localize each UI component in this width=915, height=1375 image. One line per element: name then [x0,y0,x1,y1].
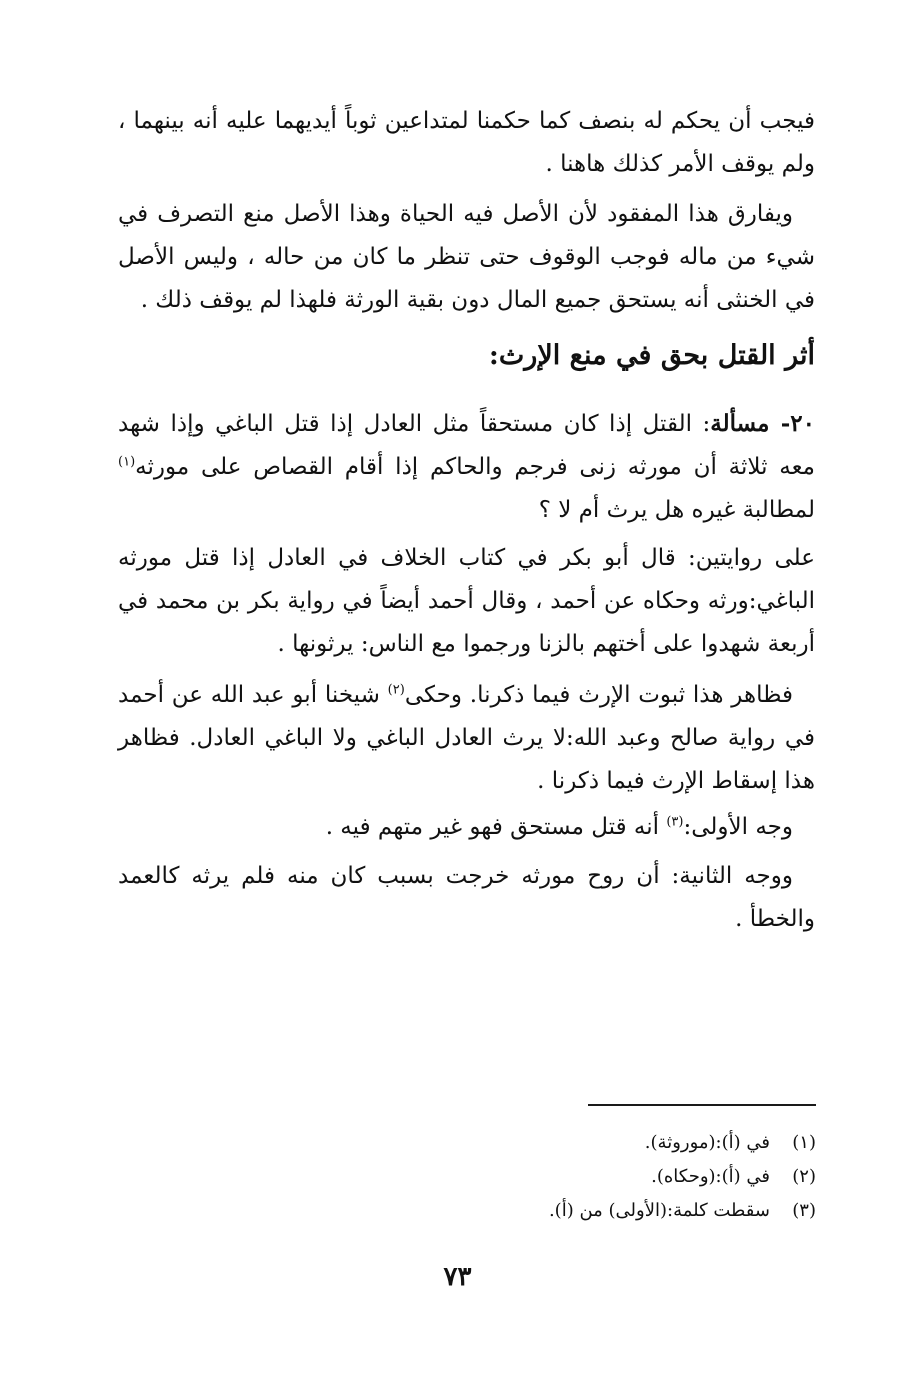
paragraph-4-text: على روايتين: قال أبو بكر في كتاب الخلاف في العادل إذا قتل مورثه الباغي:ورثه وحكاه عن أحمد ، وقال أحمد أيضاً في رواية بكر بن محمد في أربعة شهدوا على أختهم بالزنا ورجموا مع الناس: يرثونها . [118,545,815,657]
paragraph-5-part-a: فظاهر هذا ثبوت الإرث فيما ذكرنا. وحكى [404,682,793,708]
footnote-number: (٢) [792,1166,816,1187]
paragraph-6-part-a: وجه الأولى: [683,814,793,840]
section-heading: أثر القتل بحق في منع الإرث: [488,340,815,371]
paragraph-5-text [118,674,815,803]
paragraph-3 [118,402,815,532]
footnote-number: (١) [792,1132,816,1153]
footnote-1 [400,1126,816,1160]
footnote-ref-1: (١) [118,454,136,470]
paragraph-4 [118,537,815,666]
page-number: ٧٣ [443,1262,472,1292]
paragraph-7-text: ووجه الثانية: أن روح مورثه خرجت بسبب كان منه فلم يرثه كالعمد والخطأ . [118,863,815,932]
paragraph-6 [118,806,815,849]
footnote-separator [588,1104,816,1106]
paragraph-2 [118,193,815,322]
issue-text: : القتل إذا كان مستحقاً مثل العادل إذا قتل الباغي وإذا شهد معه ثلاثة أن مورثه زنى فرجم والحاكم إذا أقام القصاص على مورثه [118,411,815,480]
paragraph-1 [118,100,815,186]
paragraph-3-text [118,402,815,532]
paragraph-6-part-b: أنه قتل مستحق فهو غير متهم فيه . [325,814,667,840]
footnote-text: سقطت كلمة:(الأولى) من (أ). [548,1200,770,1221]
paragraph-5-part-b: شيخنا أبو عبد الله عن أحمد في رواية صالح وعبد الله:لا يرث العادل الباغي ولا الباغي العادل. فظاهر هذا إسقاط الإرث فيما ذكرنا . [118,682,815,794]
paragraph-2-text: ويفارق هذا المفقود لأن الأصل فيه الحياة وهذا الأصل منع التصرف في شيء من ماله فوجب الوقوف حتى تنظر ما كان من حاله ، وليس الأصل في الخنثى أنه يستحق جميع المال دون بقية الورثة فلهذا لم يوقف ذلك . [118,201,815,313]
footnote-number: (٣) [792,1200,816,1221]
paragraph-1-text: فيجب أن يحكم له بنصف كما حكمنا لمتداعين ثوباً أيديهما عليه أنه بينهما ، ولم يوقف الأمر كذلك هاهنا . [118,108,815,177]
footnote-text: في (أ):(موروثة). [644,1132,770,1153]
footnote-3 [400,1194,816,1228]
footnotes [400,1126,816,1228]
footnote-text: في (أ):(وحكاه). [651,1166,770,1187]
paragraph-5 [118,674,815,803]
paragraph-7 [118,855,815,941]
issue-label: ٢٠- مسألة [710,410,815,437]
paragraph-6-text [118,806,815,849]
footnote-ref-3: (٣) [666,814,684,830]
issue-text-end: لمطالبة غيره هل يرث أم لا ؟ [538,497,815,523]
footnote-ref-2: (٢) [387,682,405,698]
footnote-2 [400,1160,816,1194]
